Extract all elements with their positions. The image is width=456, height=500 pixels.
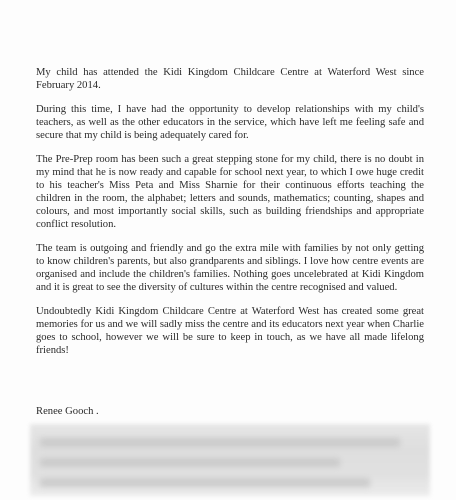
blurred-line: [40, 458, 340, 467]
letter-body: [36, 66, 424, 368]
paragraph-relationships: During this time, I have had the opportunity to develop relationships with my child's teachers, as well as the other educators in the service, which have left me feeling safe and secure that my child is being adequately cared for.: [36, 104, 424, 141]
paragraph-closing: Undoubtedly Kidi Kingdom Childcare Centre at Waterford West has created some great memories for us and we will sadly miss the centre and its educators next year when Charlie goes to school, however we will be sure to keep in touch, as we have all made lifelong friends!: [36, 306, 424, 356]
paragraph-team: The team is outgoing and friendly and go the extra mile with families by not only getting to know children's parents, but also grandparents and siblings. I love how centre events are organised and include the children's families. Nothing goes uncelebrated at Kidi Kingdom and it is great to see the diversity of cultures within the centre recognised and valued.: [36, 243, 424, 293]
signature-name: Renee Gooch .: [36, 406, 99, 417]
paragraph-pre-prep-room: The Pre-Prep room has been such a great stepping stone for my child, there is no doubt in my mind that he is now ready and capable for school next year, to which I owe huge credit to his teacher's Miss Peta and Miss Sharnie for their continuous efforts teaching the children in the room, the alphabet; letters and sounds, mathematics; counting, shapes and colours, and most importantly social skills, such as building friendships and appropriate conflict resolution.: [36, 154, 424, 230]
blurred-line: [40, 478, 370, 487]
blurred-line: [40, 438, 400, 447]
paragraph-attendance: My child has attended the Kidi Kingdom Childcare Centre at Waterford West since February 2014.: [36, 67, 424, 91]
